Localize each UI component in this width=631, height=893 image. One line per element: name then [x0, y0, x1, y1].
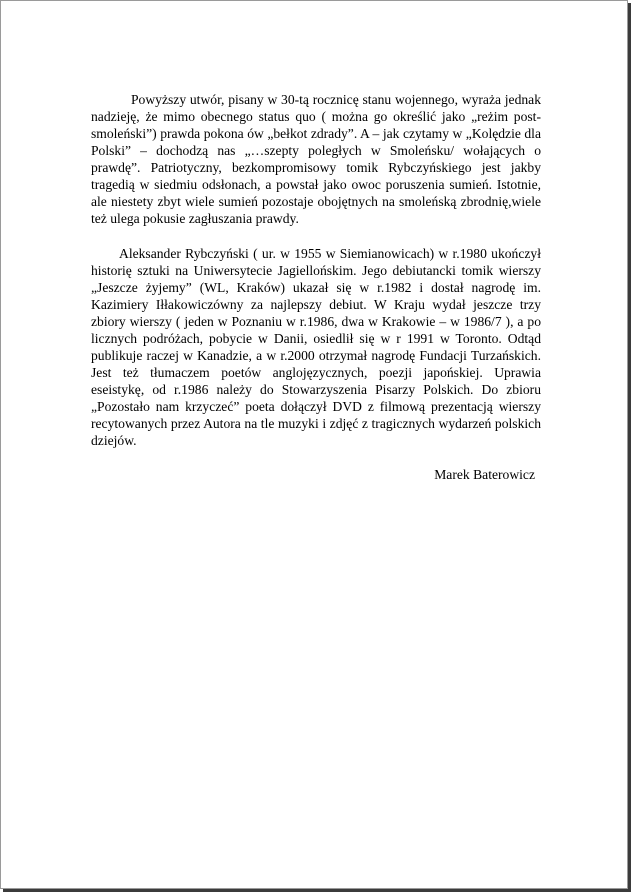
author-signature: Marek Baterowicz: [434, 467, 535, 482]
paragraph-author-biography: Aleksander Rybczyński ( ur. w 1955 w Siemianowicach) w r.1980 ukończył historię sztuki na Uniwersytecie Jagiellońskim. Jego debiutancki tomik wierszy „Jeszcze żyjemy” (WL, Kraków) ukazał się w r.1982 i dostał nagrodę im. Kazimiery Iłłakowiczówny za najlepszy debiut. W Kraju wydał jeszcze trzy zbiory wierszy ( jeden w Poznaniu w r.1986, dwa w Krakowie – w 1986/7 ), a po licznych podróżach, pobycie w Danii, osiedlił się w r 1991 w Toronto. Odtąd publikuje raczej w Kanadzie, a w r.2000 otrzymał nagrodę Fundacji Turzańskich. Jest też tłumaczem poetów anglojęzycznych, poezji japońskiej. Uprawia eseistykę, od r.1986 należy do Stowarzyszenia Pisarzy Polskich. Do zbioru „Pozostało nam krzyczeć” poeta dołączył DVD z filmową prezentacją wierszy recytowanych przez Autora na tle muzyki i zdjęć z tragicznych wydarzeń polskich dziejów.: [91, 246, 541, 448]
document-body: [91, 91, 541, 497]
paragraph-poem-commentary: Powyższy utwór, pisany w 30-tą rocznicę stanu wojennego, wyraża jednak nadzieję, że mimo obecnego status quo ( można go określić jako „reżim post-smoleński”) prawda pokona ów „bełkot zdrady”. A – jak czytamy w „Kolędzie dla Polski” – dochodzą nas „…szepty poległych w Smoleńsku/ wołających o prawdę”. Patriotyczny, bezkompromisowy tomik Rybczyńskiego jest jakby tragedią w siedmiu odsłonach, a powstał jako owoc poruszenia sumień. Istotnie, ale niestety zbyt wiele sumień pozostaje obojętnych na smoleńską zbrodnię,wiele też ulega pokusie zagłuszania prawdy.: [91, 92, 541, 226]
